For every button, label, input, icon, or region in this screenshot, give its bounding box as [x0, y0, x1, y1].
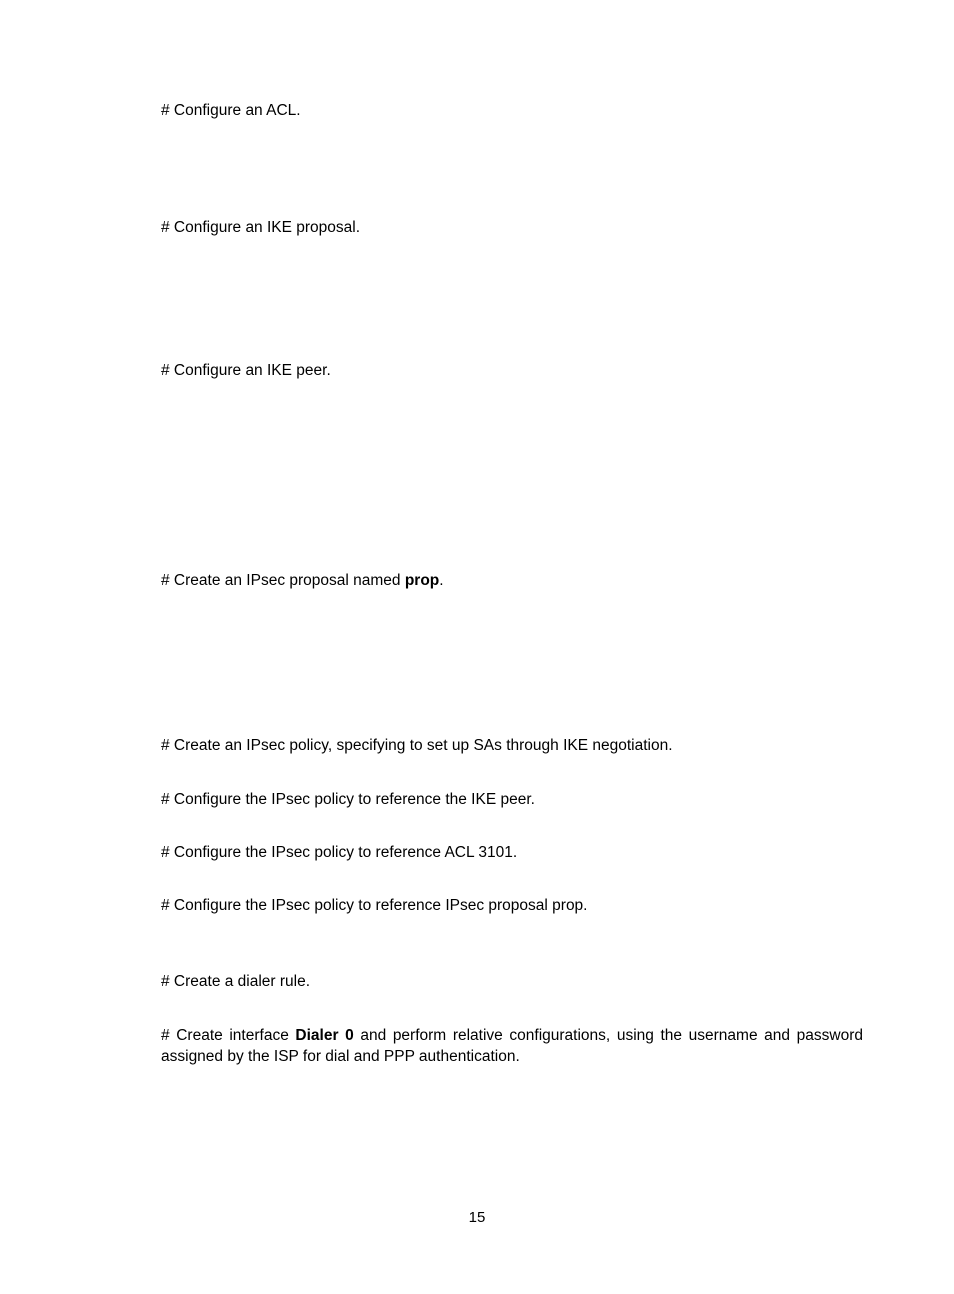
step-text-suffix: .	[439, 572, 444, 589]
step-create-ipsec-proposal	[161, 571, 444, 591]
step-policy-reference-proposal: # Configure the IPsec policy to reference IPsec proposal prop.	[161, 897, 588, 914]
step-text: # Create an IPsec proposal named	[161, 572, 405, 589]
step-create-ipsec-policy: # Create an IPsec policy, specifying to set up SAs through IKE negotiation.	[161, 737, 673, 754]
step-text-rest: and perform relative configurations, using the username and password	[353, 1027, 863, 1044]
interface-name: Dialer 0	[295, 1027, 354, 1044]
page-number: 15	[468, 1209, 486, 1226]
step-configure-acl: # Configure an ACL.	[161, 102, 301, 119]
step-policy-reference-peer: # Configure the IPsec policy to reference the IKE peer.	[161, 791, 535, 808]
step-policy-reference-acl: # Configure the IPsec policy to reference ACL 3101.	[161, 844, 518, 861]
step-create-dialer-interface	[161, 1025, 863, 1067]
step-text: # Create interface	[161, 1027, 296, 1044]
step-create-dialer-rule: # Create a dialer rule.	[161, 973, 311, 990]
step-configure-ike-proposal: # Configure an IKE proposal.	[161, 219, 361, 236]
proposal-name: prop	[404, 572, 440, 589]
step-configure-ike-peer: # Configure an IKE peer.	[161, 362, 331, 379]
dialer-interface-line-2: assigned by the ISP for dial and PPP authentication.	[161, 1048, 520, 1065]
dialer-interface-line-1	[161, 1025, 863, 1046]
